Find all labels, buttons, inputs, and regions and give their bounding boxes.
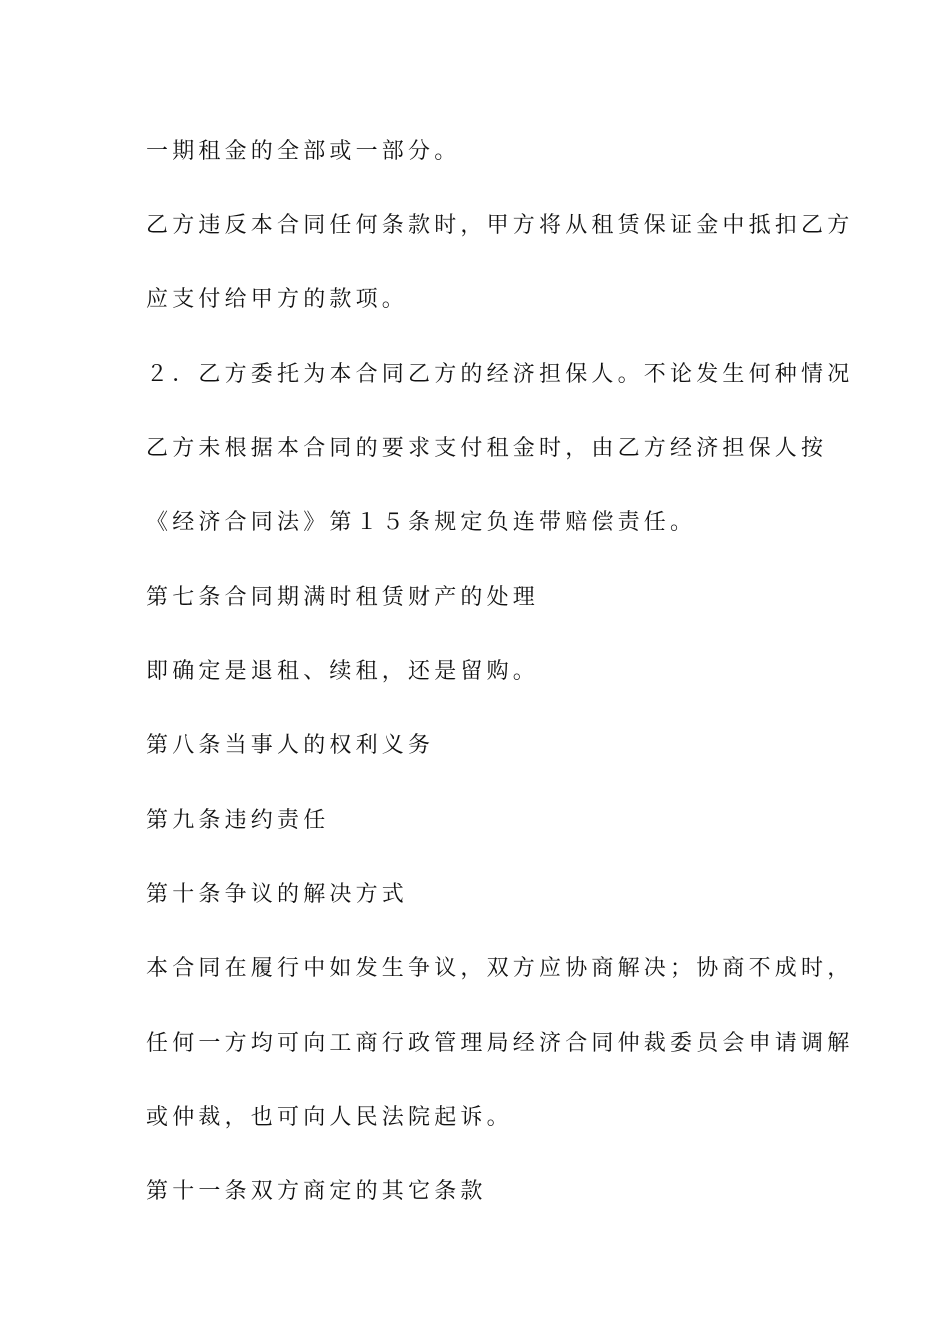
text-line: 即确定是退租、续租，还是留购。 <box>146 659 540 684</box>
text-line: 乙方未根据本合同的要求支付租金时，由乙方经济担保人按 <box>146 436 828 461</box>
text-line: 本合同在履行中如发生争议，双方应协商解决；协商不成时， <box>146 956 854 981</box>
section-heading: 第九条违约责任 <box>146 808 330 833</box>
text-line: 乙方违反本合同任何条款时，甲方将从租赁保证金中抵扣乙方 <box>146 213 854 238</box>
text-line: 应支付给甲方的款项。 <box>146 287 409 312</box>
section-heading: 第十条争议的解决方式 <box>146 882 409 907</box>
text-line: 任何一方均可向工商行政管理局经济合同仲裁委员会申请调解 <box>146 1031 854 1056</box>
text-line: 或仲裁，也可向人民法院起诉。 <box>146 1105 513 1130</box>
text-line: ２．乙方委托为本合同乙方的经济担保人。不论发生何种情况 <box>146 362 854 387</box>
text-line: 一期租金的全部或一部分。 <box>146 139 461 164</box>
section-heading: 第十一条双方商定的其它条款 <box>146 1179 487 1204</box>
text-line: 《经济合同法》第１５条规定负连带赔偿责任。 <box>146 510 697 535</box>
section-heading: 第七条合同期满时租赁财产的处理 <box>146 585 540 610</box>
section-heading: 第八条当事人的权利义务 <box>146 733 435 758</box>
